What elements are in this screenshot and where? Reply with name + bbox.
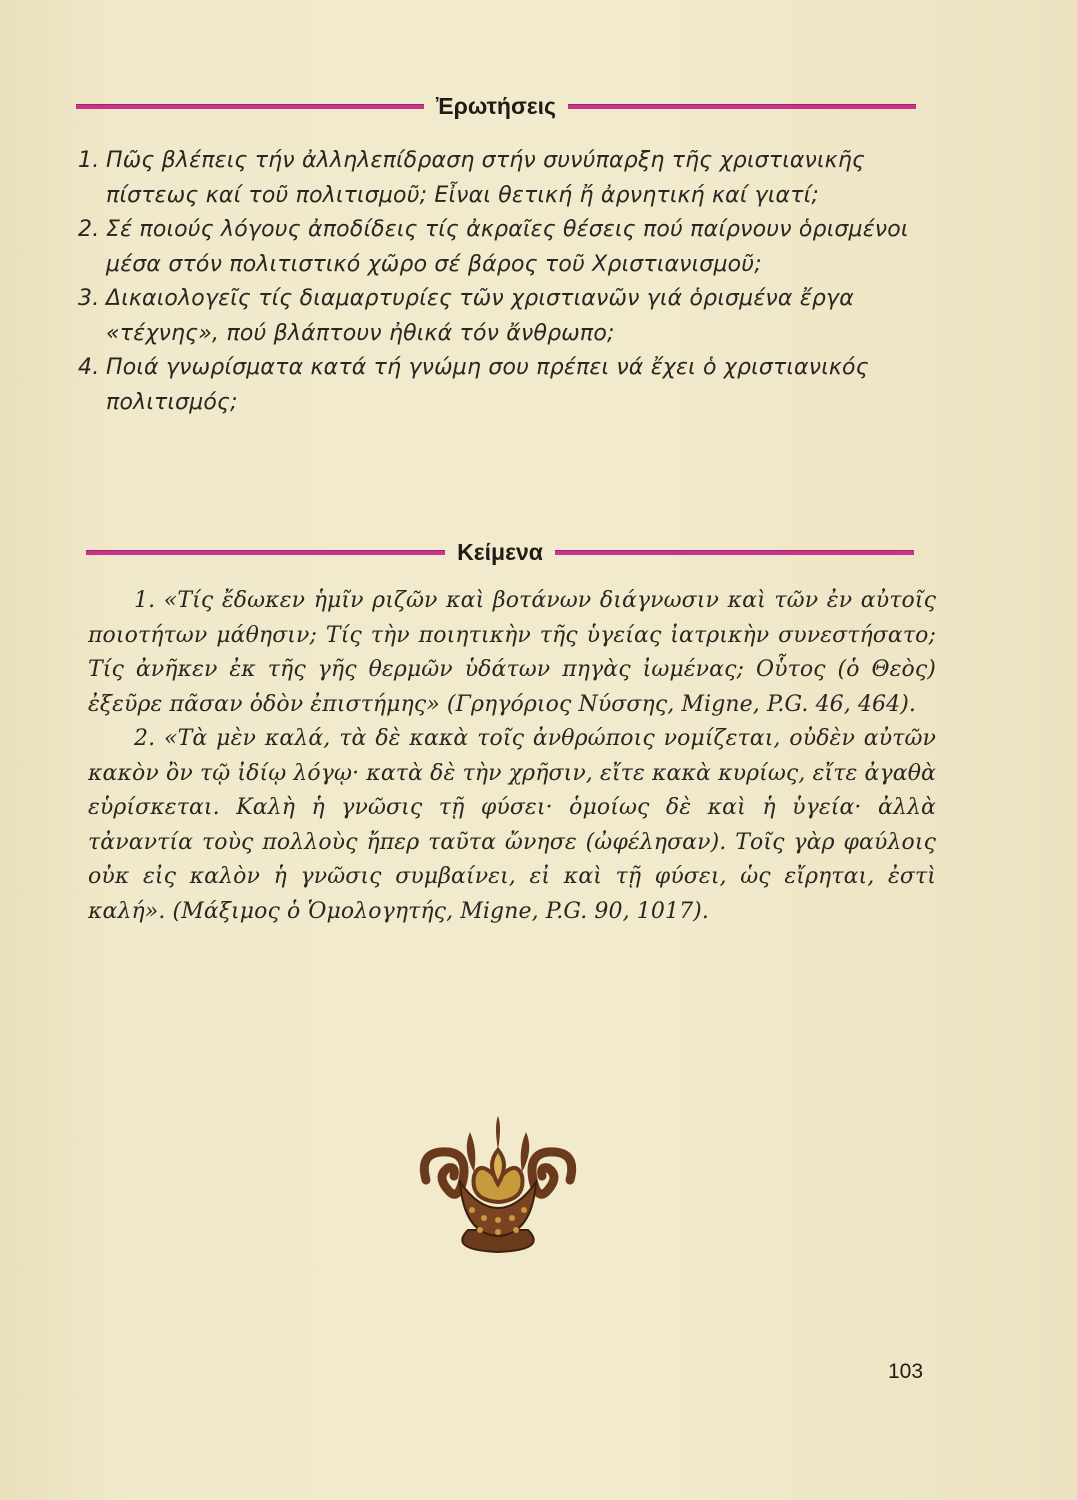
heading-rule-left bbox=[86, 550, 445, 555]
question-item bbox=[78, 282, 938, 351]
texts-body bbox=[88, 584, 936, 929]
text-passage: 2. «Τὰ μὲν καλά, τὰ δὲ κακὰ τοῖς ἀνθρώποις νομίζεται, οὐδὲν αὐτῶν κακὸν ὂν τῷ ἰδίῳ λόγῳ· κατὰ δὲ τὴν χρῆσιν, εἴτε κακὰ κυρίως, εἴτε ἀγαθὰ εὑρίσκεται. Καλὴ ἡ γνῶσις τῇ φύσει· ὁμοίως δὲ καὶ ἡ ὑγεία· ἀλλὰ τἀναντία τοὺς πολλοὺς ἤπερ ταῦτα ὤνησε (ὠφέλησαν). Τοῖς γὰρ φαύλοις οὐκ εἰς καλὸν ἡ γνῶσις συμβαίνει, εἰ καὶ τῇ φύσει, ὡς εἴρηται, ἐστὶ καλή». (Μάξιμος ὁ Ὁμολογητής, Migne, P.G. 90, 1017). bbox=[88, 726, 936, 924]
text-passage: 1. «Τίς ἔδωκεν ἡμῖν ριζῶν καὶ βοτάνων διάγνωσιν καὶ τῶν ἐν αὐτοῖς ποιοτήτων μάθησιν; Τίς τὴν ποιητικὴν τῆς ὑγείας ἰατρικὴν συνεστήσατο; Τίς ἀνῆκεν ἐκ τῆς γῆς θερμῶν ὑδάτων πηγὰς ἰωμένας; Οὗτος (ὁ Θεὸς) ἐξεῦρε πᾶσαν ὁδὸν ἐπιστήμης» (Γρηγόριος Νύσσης, Migne, P.G. 46, 464). bbox=[88, 588, 936, 717]
question-number: 3. bbox=[78, 286, 100, 311]
question-text: Δικαιολογεῖς τίς διαμαρτυρίες τῶν χριστιανῶν γιά ὁρισμένα ἔργα «τέχνης», πού βλάπτουν ἠθικά τόν ἄνθρωπο; bbox=[106, 286, 854, 346]
texts-heading: Κείμενα bbox=[457, 538, 543, 565]
question-item bbox=[78, 144, 938, 213]
question-number: 4. bbox=[78, 355, 100, 380]
question-text: Σέ ποιούς λόγους ἀποδίδεις τίς ἀκραῖες θέσεις πού παίρνουν ὁρισμένοι μέσα στόν πολιτιστικό χῶρο σέ βάρος τοῦ Χριστιανισμοῦ; bbox=[106, 217, 909, 277]
questions-heading-row bbox=[76, 88, 916, 124]
page-number: 103 bbox=[888, 1360, 924, 1383]
question-number: 1. bbox=[78, 148, 100, 173]
question-text: Ποιά γνωρίσματα κατά τή γνώμη σου πρέπει νά ἔχει ὁ χριστιανικός πολιτισμός; bbox=[106, 355, 869, 415]
crown-ornament-icon bbox=[408, 1110, 588, 1260]
question-number: 2. bbox=[78, 217, 100, 242]
heading-rule-right bbox=[568, 104, 916, 109]
question-item bbox=[78, 351, 938, 420]
questions-heading: Ἐρωτήσεις bbox=[436, 92, 556, 119]
texts-heading-row bbox=[86, 534, 914, 570]
heading-rule-left bbox=[76, 104, 424, 109]
question-item bbox=[78, 213, 938, 282]
questions-list bbox=[78, 144, 938, 420]
question-text: Πῶς βλέπεις τήν ἀλληλεπίδραση στήν συνύπαρξη τῆς χριστιανικῆς πίστεως καί τοῦ πολιτισμοῦ; Εἶναι θετική ἤ ἀρνητική καί γιατί; bbox=[106, 148, 866, 208]
heading-rule-right bbox=[555, 550, 914, 555]
